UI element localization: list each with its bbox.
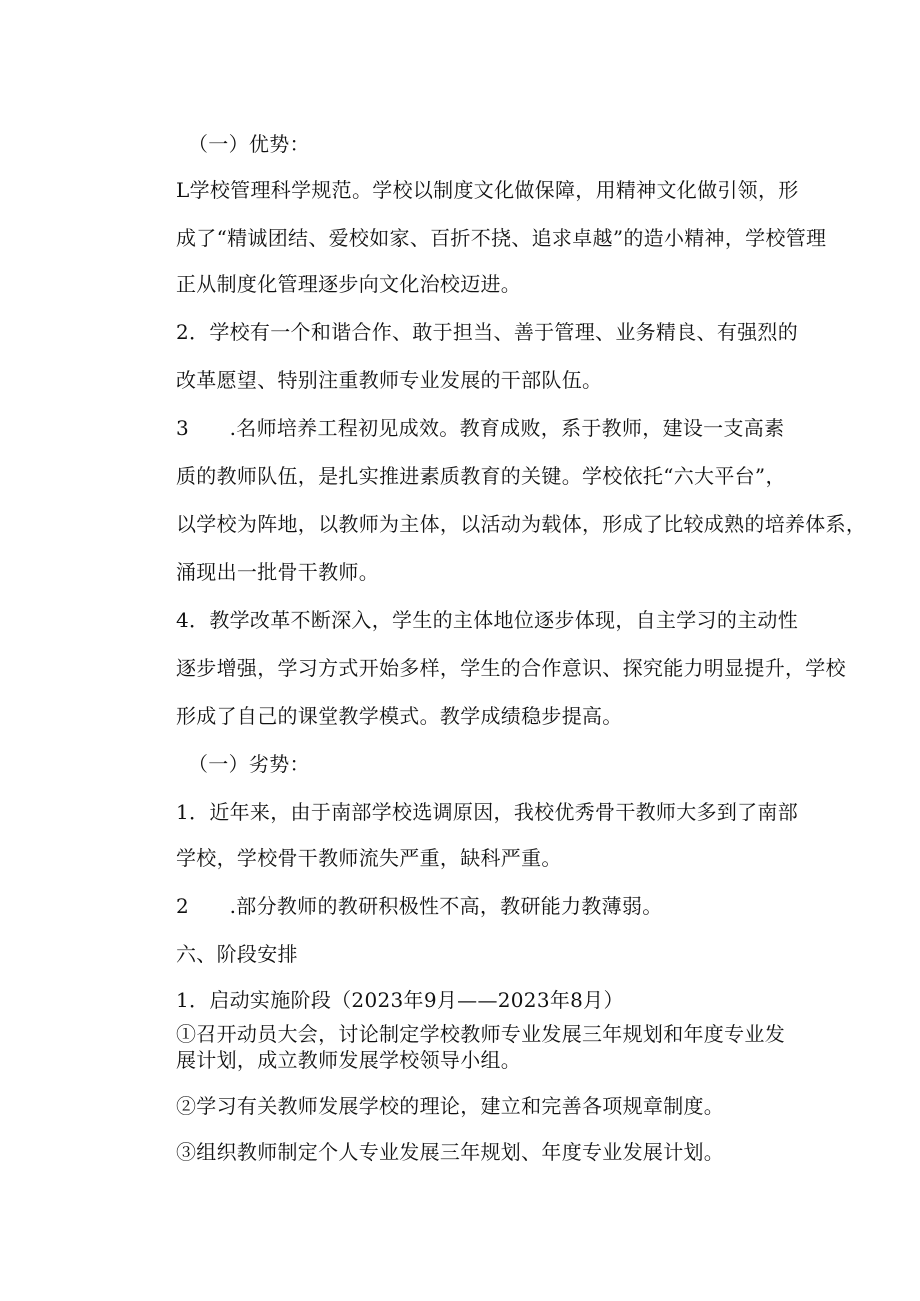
paragraph-line: 成了“精诚团结、爱校如家、百折不挠、追求卓越”的造小精神，学校管理 [176, 226, 827, 250]
paragraph-line: 质的教师队伍，是扎实推进素质教育的关键。学校依托“六大平台”， [176, 464, 786, 488]
heading-stage-arrangement: 六、阶段安排 [176, 942, 298, 966]
heading-disadvantages: （一）劣势： [188, 752, 310, 776]
paragraph-line: 2．学校有一个和谐合作、敢于担当、善于管理、业务精良、有强烈的 [176, 320, 799, 344]
paragraph-line: ①召开动员大会，讨论制定学校教师专业发展三年规划和年度专业发 [176, 1022, 785, 1046]
paragraph-line: 展计划，成立教师发展学校领导小组。 [176, 1048, 522, 1072]
paragraph-line: ③组织教师制定个人专业发展三年规划、年度专业发展计划。 [176, 1140, 725, 1164]
paragraph-line: L学校管理科学规范。学校以制度文化做保障，用精神文化做引领，形 [176, 178, 799, 202]
paragraph-line: 学校，学校骨干教师流失严重，缺科严重。 [176, 846, 562, 870]
paragraph-line: 改革愿望、特别注重教师专业发展的干部队伍。 [176, 368, 603, 392]
paragraph-line: 1．启动实施阶段（2023年9月——2023年8月） [176, 988, 624, 1012]
paragraph-line: 1．近年来，由于南部学校选调原因，我校优秀骨干教师大多到了南部 [176, 800, 799, 824]
paragraph-line: ②学习有关教师发展学校的理论，建立和完善各项规章制度。 [176, 1094, 725, 1118]
heading-advantages: （一）优势： [188, 132, 310, 156]
paragraph-line: 4．教学改革不断深入，学生的主体地位逐步体现，自主学习的主动性 [176, 608, 799, 632]
paragraph-line: 2 .部分教师的教研积极性不高，教研能力教薄弱。 [176, 894, 663, 918]
paragraph-line: 以学校为阵地，以教师为主体，以活动为载体，形成了比较成熟的培养体系， [176, 512, 867, 536]
paragraph-line: 正从制度化管理逐步向文化治校迈进。 [176, 272, 522, 296]
paragraph-line: 涌现出一批骨干教师。 [176, 560, 379, 584]
paragraph-line: 3 .名师培养工程初见成效。教育成败，系于教师，建设一支高素 [176, 416, 785, 440]
paragraph-line: 形成了自己的课堂教学模式。教学成绩稳步提高。 [176, 704, 623, 728]
paragraph-line: 逐步增强，学习方式开始多样，学生的合作意识、探究能力明显提升，学校 [176, 656, 846, 680]
